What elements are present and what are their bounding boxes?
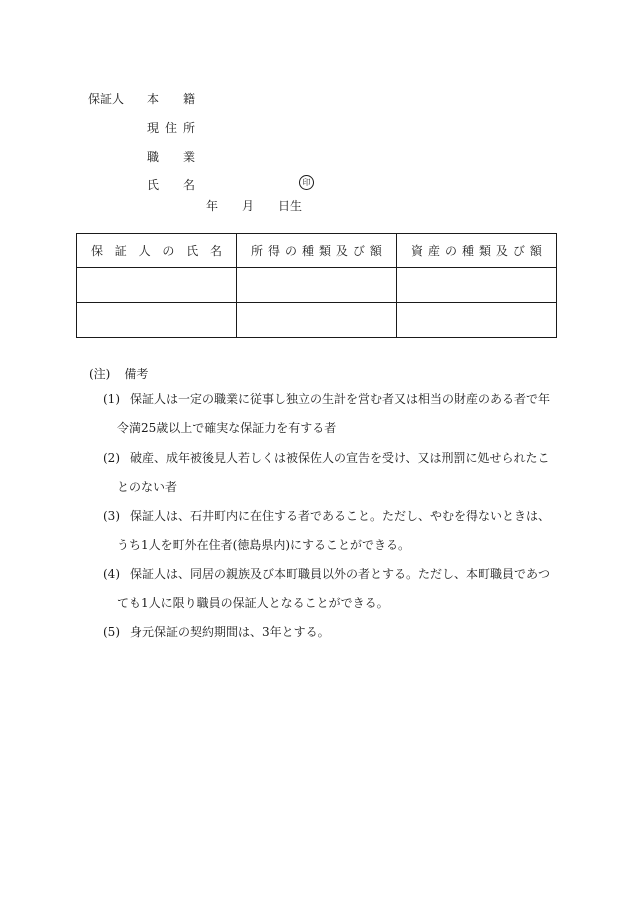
note-text-line2: 令満25歳以上で確実な保証力を有する者 (117, 421, 337, 435)
header-guarantor-name: 保 証 人 の 氏 名 (77, 234, 237, 268)
table-cell (237, 303, 397, 338)
note-text-line2: とのない者 (117, 480, 178, 494)
notes-heading (89, 365, 148, 382)
note-text-line2: うち1人を町外在住者(徳島県内)にすることができる。 (117, 538, 411, 552)
note-number: (3) (103, 509, 120, 523)
birth-day-label: 日生 (278, 199, 303, 213)
table-cell (397, 303, 557, 338)
notes-title: 備考 (124, 367, 149, 381)
note-text-line1: 保証人は、石井町内に在住する者であること。ただし、やむを得ないときは、 (130, 509, 551, 523)
note-text-line1: 破産、成年被後見人若しくは被保佐人の宣告を受け、又は刑罰に処せられたこ (130, 451, 550, 465)
note-number: (2) (103, 451, 120, 465)
header-income-type: 所 得 の 種 類 及 び 額 (237, 234, 397, 268)
note-text-line1: 身元保証の契約期間は、3年とする。 (130, 625, 330, 639)
seal-mark: 印 (299, 175, 314, 190)
notes-marker: (注) (89, 367, 111, 381)
table-cell (77, 303, 237, 338)
note-text-line1: 保証人は一定の職業に従事し独立の生計を営む者又は相当の財産のある者で年 (130, 392, 551, 406)
field-label-name: 氏 名 (147, 178, 195, 192)
note-number: (5) (103, 625, 120, 639)
table-row (77, 303, 557, 338)
header-asset-type: 資 産 の 種 類 及 び 額 (397, 234, 557, 268)
note-item-1 (103, 385, 555, 443)
note-text-line2: ても1人に限り職員の保証人となることができる。 (117, 596, 389, 610)
birth-year-label: 年 (206, 199, 219, 213)
table-cell (397, 268, 557, 303)
note-item-4 (103, 560, 555, 618)
field-label-address: 現 住 所 (147, 121, 195, 135)
table-row (77, 268, 557, 303)
table-cell (77, 268, 237, 303)
table-header-row (77, 234, 557, 268)
note-item-2 (103, 444, 555, 502)
note-text-line1: 保証人は、同居の親族及び本町職員以外の者とする。ただし、本町職員であつ (130, 567, 551, 581)
guarantor-table (76, 233, 557, 338)
guarantor-label: 保証人 (88, 92, 125, 106)
field-label-occupation: 職 業 (147, 150, 195, 164)
note-item-5 (103, 618, 555, 647)
field-label-honseki: 本 籍 (147, 92, 195, 106)
note-number: (4) (103, 567, 120, 581)
note-item-3 (103, 502, 555, 560)
birth-month-label: 月 (242, 199, 255, 213)
birth-date-line (206, 197, 302, 214)
note-number: (1) (103, 392, 120, 406)
table-cell (237, 268, 397, 303)
